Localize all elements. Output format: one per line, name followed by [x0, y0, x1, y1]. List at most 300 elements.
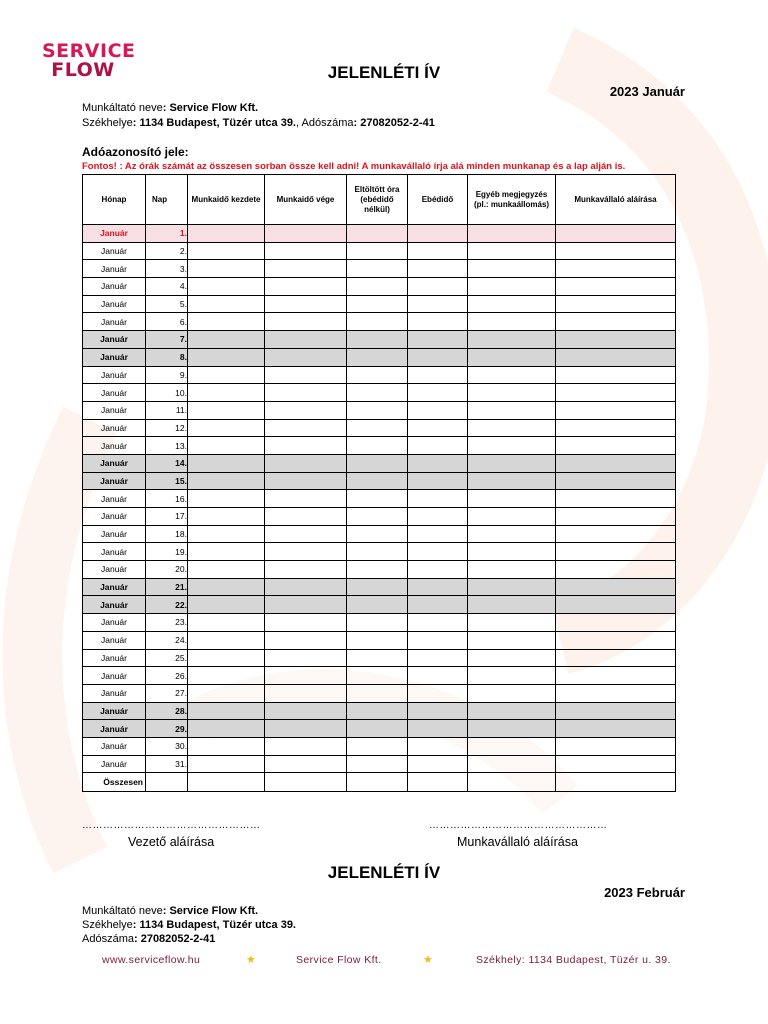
start-cell[interactable]: [188, 313, 265, 331]
seat-label: Székhelye: [82, 117, 133, 129]
row-month: Január: [83, 490, 146, 508]
lunch-cell[interactable]: [408, 242, 468, 260]
row-month: Január: [83, 242, 146, 260]
lunch-cell[interactable]: [408, 614, 468, 632]
hours-cell[interactable]: [347, 525, 408, 543]
end-cell[interactable]: [265, 472, 347, 490]
tax-id-label: Adóazonosító jele:: [82, 145, 189, 159]
employer-info: [82, 101, 258, 115]
header-signature: Munkavállaló aláírása: [556, 175, 676, 225]
hours-cell[interactable]: [347, 755, 408, 773]
row-month: Január: [83, 295, 146, 313]
start-cell[interactable]: [188, 737, 265, 755]
lunch-cell[interactable]: [408, 720, 468, 738]
notes-cell[interactable]: [468, 631, 556, 649]
lunch-cell[interactable]: [408, 490, 468, 508]
end-cell[interactable]: [265, 702, 347, 720]
start-cell[interactable]: [188, 348, 265, 366]
signature-cell[interactable]: [556, 295, 676, 313]
notes-cell[interactable]: [468, 649, 556, 667]
seat-info: [82, 116, 435, 130]
signature-cell[interactable]: [556, 260, 676, 278]
signature-cell[interactable]: [556, 242, 676, 260]
lunch-cell[interactable]: [408, 737, 468, 755]
end-cell[interactable]: [265, 260, 347, 278]
notes-cell[interactable]: [468, 596, 556, 614]
hours-cell[interactable]: [347, 472, 408, 490]
notes-cell[interactable]: [468, 561, 556, 579]
signature-cell[interactable]: [556, 508, 676, 526]
table-row: [83, 472, 676, 490]
hours-cell[interactable]: [347, 667, 408, 685]
hours-cell[interactable]: [347, 295, 408, 313]
notes-cell[interactable]: [468, 419, 556, 437]
hours-cell[interactable]: [347, 684, 408, 702]
row-day: 1.: [146, 225, 188, 243]
row-month: Január: [83, 649, 146, 667]
row-day: 21.: [146, 578, 188, 596]
end-cell[interactable]: [265, 508, 347, 526]
end-cell[interactable]: [265, 384, 347, 402]
start-cell[interactable]: [188, 631, 265, 649]
row-month: Január: [83, 401, 146, 419]
row-day: 19.: [146, 543, 188, 561]
start-cell[interactable]: [188, 225, 265, 243]
end-cell[interactable]: [265, 313, 347, 331]
start-cell[interactable]: [188, 543, 265, 561]
row-month: Január: [83, 578, 146, 596]
employer-value: : Service Flow Kft.: [162, 102, 259, 114]
row-day: 30.: [146, 737, 188, 755]
signature-cell[interactable]: [556, 543, 676, 561]
hours-cell[interactable]: [347, 490, 408, 508]
signature-cell[interactable]: [556, 401, 676, 419]
end-cell[interactable]: [265, 561, 347, 579]
table-row: [83, 755, 676, 773]
signature-cell[interactable]: [556, 561, 676, 579]
lunch-cell[interactable]: [408, 649, 468, 667]
signature-cell[interactable]: [556, 578, 676, 596]
lunch-cell[interactable]: [408, 401, 468, 419]
signature-cell[interactable]: [556, 331, 676, 349]
hours-cell[interactable]: [347, 401, 408, 419]
row-day: 8.: [146, 348, 188, 366]
end-cell[interactable]: [265, 720, 347, 738]
notes-cell[interactable]: [468, 384, 556, 402]
row-month: Január: [83, 684, 146, 702]
row-month: Január: [83, 525, 146, 543]
lunch-cell[interactable]: [408, 525, 468, 543]
row-day: 23.: [146, 614, 188, 632]
hours-cell[interactable]: [347, 331, 408, 349]
hours-cell[interactable]: [347, 543, 408, 561]
footer-address: Székhely: 1134 Budapest, Tüzér u. 39.: [476, 954, 671, 966]
start-cell[interactable]: [188, 490, 265, 508]
signature-cell[interactable]: [556, 631, 676, 649]
row-day: 14.: [146, 454, 188, 472]
notes-cell[interactable]: [468, 667, 556, 685]
row-month: Január: [83, 419, 146, 437]
page2-seat-label: Székhelye: [82, 919, 133, 931]
start-cell[interactable]: [188, 278, 265, 296]
signature-cell[interactable]: [556, 366, 676, 384]
notes-cell[interactable]: [468, 313, 556, 331]
signature-cell[interactable]: [556, 755, 676, 773]
notes-cell[interactable]: [468, 437, 556, 455]
row-day: 3.: [146, 260, 188, 278]
start-cell[interactable]: [188, 667, 265, 685]
start-cell[interactable]: [188, 649, 265, 667]
table-row: [83, 737, 676, 755]
star-icon: ★: [246, 954, 256, 966]
lunch-cell[interactable]: [408, 278, 468, 296]
start-cell[interactable]: [188, 508, 265, 526]
row-month: Január: [83, 366, 146, 384]
notes-cell[interactable]: [468, 242, 556, 260]
start-cell[interactable]: [188, 401, 265, 419]
end-cell[interactable]: [265, 278, 347, 296]
page2-employer-label: Munkáltató neve: [82, 905, 163, 917]
hours-cell[interactable]: [347, 384, 408, 402]
end-cell[interactable]: [265, 631, 347, 649]
notes-cell[interactable]: [468, 720, 556, 738]
notes-cell[interactable]: [468, 614, 556, 632]
lunch-cell[interactable]: [408, 225, 468, 243]
notes-cell[interactable]: [468, 260, 556, 278]
notes-cell[interactable]: [468, 278, 556, 296]
start-cell[interactable]: [188, 437, 265, 455]
end-cell[interactable]: [265, 331, 347, 349]
notes-cell[interactable]: [468, 755, 556, 773]
header-start: Munkaidő kezdete: [188, 175, 265, 225]
start-cell[interactable]: [188, 596, 265, 614]
table-row: [83, 667, 676, 685]
row-day: 29.: [146, 720, 188, 738]
hours-cell[interactable]: [347, 454, 408, 472]
row-month: Január: [83, 437, 146, 455]
signature-cell[interactable]: [556, 667, 676, 685]
lunch-cell[interactable]: [408, 667, 468, 685]
start-cell[interactable]: [188, 472, 265, 490]
lunch-cell[interactable]: [408, 508, 468, 526]
lunch-cell[interactable]: [408, 384, 468, 402]
notes-cell[interactable]: [468, 295, 556, 313]
row-month: Január: [83, 348, 146, 366]
table-row: [83, 278, 676, 296]
row-month: Január: [83, 472, 146, 490]
table-row: [83, 260, 676, 278]
hours-cell[interactable]: [347, 578, 408, 596]
row-month: Január: [83, 260, 146, 278]
hours-cell[interactable]: [347, 596, 408, 614]
signature-cell[interactable]: [556, 419, 676, 437]
total-lunch-cell[interactable]: [408, 773, 468, 792]
notes-cell[interactable]: [468, 490, 556, 508]
hours-cell[interactable]: [347, 419, 408, 437]
page2-employer-info: [82, 904, 258, 918]
page2-seat-info: [82, 918, 296, 932]
lunch-cell[interactable]: [408, 437, 468, 455]
table-header-row: [83, 175, 676, 225]
hours-cell[interactable]: [347, 631, 408, 649]
notes-cell[interactable]: [468, 543, 556, 561]
notes-cell[interactable]: [468, 508, 556, 526]
row-day: 31.: [146, 755, 188, 773]
start-cell[interactable]: [188, 295, 265, 313]
notes-cell[interactable]: [468, 331, 556, 349]
row-month: Január: [83, 543, 146, 561]
table-row: [83, 596, 676, 614]
hours-cell[interactable]: [347, 561, 408, 579]
start-cell[interactable]: [188, 720, 265, 738]
row-day: 12.: [146, 419, 188, 437]
end-cell[interactable]: [265, 437, 347, 455]
start-cell[interactable]: [188, 331, 265, 349]
page2-title: JELENLÉTI ÍV: [327, 863, 441, 882]
row-day: 11.: [146, 401, 188, 419]
end-cell[interactable]: [265, 348, 347, 366]
row-month: Január: [83, 384, 146, 402]
signature-cell[interactable]: [556, 490, 676, 508]
table-row: [83, 225, 676, 243]
row-day: 5.: [146, 295, 188, 313]
end-cell[interactable]: [265, 755, 347, 773]
table-row: [83, 561, 676, 579]
page2-seat-value: : 1134 Budapest, Tüzér utca 39.: [132, 919, 296, 931]
lunch-cell[interactable]: [408, 702, 468, 720]
header-month: Hónap: [83, 175, 146, 225]
hours-cell[interactable]: [347, 649, 408, 667]
total-start-cell[interactable]: [188, 773, 265, 792]
total-hours-cell[interactable]: [347, 773, 408, 792]
end-cell[interactable]: [265, 242, 347, 260]
signature-cell[interactable]: [556, 684, 676, 702]
total-row: [83, 773, 676, 792]
lunch-cell[interactable]: [408, 755, 468, 773]
employee-signature-line: ……………………………………………: [429, 820, 608, 831]
end-cell[interactable]: [265, 737, 347, 755]
notes-cell[interactable]: [468, 348, 556, 366]
signature-cell[interactable]: [556, 278, 676, 296]
total-signature-cell[interactable]: [556, 773, 676, 792]
row-day: 13.: [146, 437, 188, 455]
hours-cell[interactable]: [347, 614, 408, 632]
period-month: 2023 Január: [609, 84, 685, 99]
signature-cell[interactable]: [556, 313, 676, 331]
lunch-cell[interactable]: [408, 313, 468, 331]
lunch-cell[interactable]: [408, 596, 468, 614]
signature-cell[interactable]: [556, 454, 676, 472]
header-hours: Eltöltött óra (ebédidő nélkül): [347, 175, 408, 225]
end-cell[interactable]: [265, 366, 347, 384]
lunch-cell[interactable]: [408, 348, 468, 366]
end-cell[interactable]: [265, 614, 347, 632]
logo-line-2: FLOW: [51, 59, 115, 81]
hours-cell[interactable]: [347, 313, 408, 331]
total-end-cell[interactable]: [265, 773, 347, 792]
start-cell[interactable]: [188, 684, 265, 702]
header-day: Nap: [146, 175, 188, 225]
end-cell[interactable]: [265, 401, 347, 419]
total-label: Összesen: [83, 773, 146, 792]
signature-cell[interactable]: [556, 614, 676, 632]
lunch-cell[interactable]: [408, 260, 468, 278]
notes-cell[interactable]: [468, 578, 556, 596]
row-month: Január: [83, 454, 146, 472]
hours-cell[interactable]: [347, 737, 408, 755]
hours-cell[interactable]: [347, 348, 408, 366]
notes-cell[interactable]: [468, 401, 556, 419]
row-day: 17.: [146, 508, 188, 526]
table-row: [83, 242, 676, 260]
table-row: [83, 525, 676, 543]
notes-cell[interactable]: [468, 366, 556, 384]
notes-cell[interactable]: [468, 225, 556, 243]
end-cell[interactable]: [265, 649, 347, 667]
hours-cell[interactable]: [347, 437, 408, 455]
start-cell[interactable]: [188, 242, 265, 260]
lunch-cell[interactable]: [408, 454, 468, 472]
notes-cell[interactable]: [468, 472, 556, 490]
notes-cell[interactable]: [468, 525, 556, 543]
signature-cell[interactable]: [556, 348, 676, 366]
start-cell[interactable]: [188, 578, 265, 596]
end-cell[interactable]: [265, 295, 347, 313]
end-cell[interactable]: [265, 684, 347, 702]
end-cell[interactable]: [265, 578, 347, 596]
lunch-cell[interactable]: [408, 366, 468, 384]
row-day: 25.: [146, 649, 188, 667]
seat-value: : 1134 Budapest, Tüzér utca 39.: [132, 117, 296, 129]
end-cell[interactable]: [265, 490, 347, 508]
lunch-cell[interactable]: [408, 578, 468, 596]
lunch-cell[interactable]: [408, 331, 468, 349]
signature-cell[interactable]: [556, 437, 676, 455]
manager-signature-label: Vezető aláírása: [128, 835, 215, 849]
hours-cell[interactable]: [347, 260, 408, 278]
lunch-cell[interactable]: [408, 561, 468, 579]
total-day-cell[interactable]: [146, 773, 188, 792]
row-day: 2.: [146, 242, 188, 260]
end-cell[interactable]: [265, 667, 347, 685]
row-day: 28.: [146, 702, 188, 720]
table-row: [83, 454, 676, 472]
end-cell[interactable]: [265, 596, 347, 614]
footer-website: www.serviceflow.hu: [102, 954, 201, 966]
end-cell[interactable]: [265, 525, 347, 543]
table-row: [83, 490, 676, 508]
signature-cell[interactable]: [556, 225, 676, 243]
row-month: Január: [83, 508, 146, 526]
row-month: Január: [83, 755, 146, 773]
row-month: Január: [83, 614, 146, 632]
hours-cell[interactable]: [347, 720, 408, 738]
notes-cell[interactable]: [468, 737, 556, 755]
lunch-cell[interactable]: [408, 472, 468, 490]
start-cell[interactable]: [188, 260, 265, 278]
start-cell[interactable]: [188, 755, 265, 773]
start-cell[interactable]: [188, 614, 265, 632]
row-month: Január: [83, 596, 146, 614]
row-day: 18.: [146, 525, 188, 543]
lunch-cell[interactable]: [408, 419, 468, 437]
lunch-cell[interactable]: [408, 684, 468, 702]
start-cell[interactable]: [188, 525, 265, 543]
row-month: Január: [83, 702, 146, 720]
notes-cell[interactable]: [468, 454, 556, 472]
manager-signature-line: ……………………………………………: [82, 820, 261, 831]
row-month: Január: [83, 313, 146, 331]
notes-cell[interactable]: [468, 684, 556, 702]
hours-cell[interactable]: [347, 508, 408, 526]
page2-tax-info: [82, 932, 215, 946]
end-cell[interactable]: [265, 454, 347, 472]
start-cell[interactable]: [188, 454, 265, 472]
signature-cell[interactable]: [556, 525, 676, 543]
row-day: 24.: [146, 631, 188, 649]
table-row: [83, 331, 676, 349]
row-day: 16.: [146, 490, 188, 508]
table-row: [83, 437, 676, 455]
signature-cell[interactable]: [556, 737, 676, 755]
signature-cell[interactable]: [556, 472, 676, 490]
row-month: Január: [83, 561, 146, 579]
table-row: [83, 419, 676, 437]
end-cell[interactable]: [265, 543, 347, 561]
row-day: 22.: [146, 596, 188, 614]
table-row: [83, 578, 676, 596]
signature-cell[interactable]: [556, 649, 676, 667]
signature-cell[interactable]: [556, 384, 676, 402]
logo-line-1: SERVICE: [42, 40, 136, 62]
page2-employer-value: : Service Flow Kft.: [162, 905, 259, 917]
start-cell[interactable]: [188, 561, 265, 579]
warning-note: Fontos! : Az órák számát az összesen sorban össze kell adni! A munkavállaló írja alá minden munkanap és a lap alján is.: [82, 161, 626, 172]
hours-cell[interactable]: [347, 278, 408, 296]
lunch-cell[interactable]: [408, 295, 468, 313]
row-month: Január: [83, 278, 146, 296]
table-row: [83, 702, 676, 720]
total-notes-cell[interactable]: [468, 773, 556, 792]
table-row: [83, 614, 676, 632]
row-day: 4.: [146, 278, 188, 296]
row-day: 15.: [146, 472, 188, 490]
signature-cell[interactable]: [556, 720, 676, 738]
start-cell[interactable]: [188, 419, 265, 437]
hours-cell[interactable]: [347, 225, 408, 243]
table-row: [83, 684, 676, 702]
footer-company: Service Flow Kft.: [296, 954, 382, 966]
signature-cell[interactable]: [556, 702, 676, 720]
table-row: [83, 720, 676, 738]
hours-cell[interactable]: [347, 702, 408, 720]
row-month: Január: [83, 225, 146, 243]
start-cell[interactable]: [188, 366, 265, 384]
hours-cell[interactable]: [347, 242, 408, 260]
page2-period-month: 2023 Február: [604, 885, 685, 900]
lunch-cell[interactable]: [408, 631, 468, 649]
notes-cell[interactable]: [468, 702, 556, 720]
end-cell[interactable]: [265, 419, 347, 437]
start-cell[interactable]: [188, 384, 265, 402]
end-cell[interactable]: [265, 225, 347, 243]
signature-cell[interactable]: [556, 596, 676, 614]
start-cell[interactable]: [188, 702, 265, 720]
lunch-cell[interactable]: [408, 543, 468, 561]
table-row: [83, 295, 676, 313]
row-month: Január: [83, 667, 146, 685]
hours-cell[interactable]: [347, 366, 408, 384]
